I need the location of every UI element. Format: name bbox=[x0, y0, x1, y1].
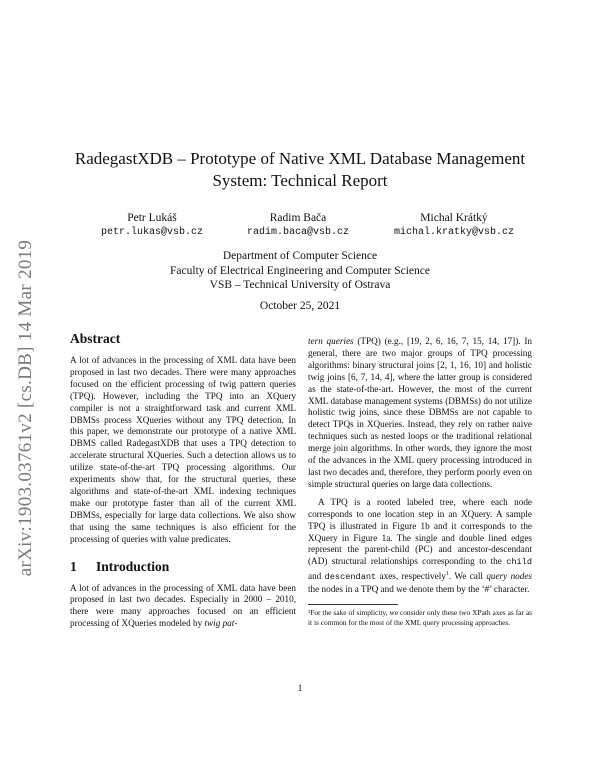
code-descendant: descendant bbox=[324, 572, 377, 583]
term-query-nodes: query nodes bbox=[486, 571, 533, 582]
paper-date: October 25, 2021 bbox=[259, 300, 341, 312]
author-email: radim.baca@vsb.cz bbox=[246, 227, 350, 238]
term-tern-queries: tern queries bbox=[308, 336, 354, 346]
author-name: Petr Lukáš bbox=[127, 212, 177, 224]
author-3 bbox=[364, 211, 544, 240]
title-line-1: RadegastXDB – Prototype of Native XML Database Management bbox=[74, 149, 526, 168]
footnote-mark: 1 bbox=[445, 571, 449, 578]
p2-text-d: the nodes in a TPQ and we denote them by the ‘#’ character. bbox=[308, 584, 530, 595]
abstract-heading: Abstract bbox=[70, 331, 121, 346]
intro-paragraph-2 bbox=[308, 497, 532, 596]
author-name: Radim Bača bbox=[269, 212, 327, 224]
right-column bbox=[308, 336, 532, 627]
paper-title bbox=[60, 148, 540, 192]
p1-text: (TPQ) (e.g., [19, 2, 6, 16, 7, 15, 14, 17]). In general, there are two major groups of TPQ processing algorithms: binary structural joins [2, 1, 16, 10] and holistic twig joins [6, 7, 14, 4], where the latter group is considered as the state-of-the-art. However, the most of the current XML database management systems (DBMSs) do not utilize holistic twig joins, since these DBMSs are not capable to detect TPQs in XQueries. Instead, they rely on rather naive techniques such as nested loops or the traditional relational merge join algorithms. In other words, they ignore the most of the advances in the XML query processing introduced in last two decades and, therefore, they perform poorly even on simple structural queries on large data collections. bbox=[308, 336, 532, 489]
p2-and: and bbox=[308, 571, 325, 582]
arxiv-identifier-text: arXiv:1903.03761v2 [cs.DB] 14 Mar 2019 bbox=[15, 239, 36, 576]
introduction-heading bbox=[70, 559, 296, 575]
section-title: Introduction bbox=[96, 558, 170, 574]
author-email: michal.kratky@vsb.cz bbox=[393, 227, 515, 238]
section-number: 1 bbox=[70, 558, 77, 574]
footnote-divider bbox=[308, 604, 398, 605]
page-number: 1 bbox=[297, 684, 303, 694]
footnote-text: ¹For the sake of simplicity, we consider only these two XPath axes as far as it is common for the most of the XML query processing approaches. bbox=[308, 608, 532, 627]
title-line-2: System: Technical Report bbox=[212, 171, 388, 190]
p2-text-c: . We call bbox=[448, 571, 487, 582]
introduction-text bbox=[70, 583, 296, 631]
author-name: Michal Krátký bbox=[420, 212, 488, 224]
code-child: child bbox=[506, 557, 532, 568]
intro-text-start: A lot of advances in the processing of XML data have been proposed in last two decades. Especially in 2000 – 2010, there were many approaches focused on an efficient processing of XQueries modeled by bbox=[70, 582, 296, 629]
left-column bbox=[70, 331, 296, 630]
arxiv-identifier bbox=[6, 205, 46, 610]
p2-text-b: axes, respectively bbox=[376, 571, 446, 582]
abstract-text: A lot of advances in the processing of XML data have been proposed in last two decades. There were many approaches focused on the efficient processing of twig pattern queries (TPQ). However, including the TPQ into an XQuery compiler is not a straightforward task and current XML DBMSs process XQueries without any TPQ detection. In this paper, we demonstrate our prototype of a native XML DBMS called RadegastXDB that uses a TPQ detection to accelerate structural XQueries. Such a detection allows us to utilize state-of-the-art TPQ processing algorithms. Our experiments show that, for the structural queries, these algorithms and state-of-the-art XML indexing techniques make our prototype faster than all of the current XML DBMSs, especially for large data collections. We also show that using the same techniques is also efficient for the processing of queries with value predicates. bbox=[70, 355, 296, 544]
intro-paragraph-1 bbox=[308, 336, 532, 491]
affiliation bbox=[100, 249, 500, 293]
p2-text-a: A TPQ is a rooted labeled tree, where each node corresponds to one location step in an XQuery. A sample TPQ is illustrated in Figure 1b and it corresponds to the XQuery in Figure 1a. The single and double lined edges represent the parent-child (PC) and ancestor-descendant (AD) structural relationships corresponding to the bbox=[308, 496, 532, 567]
intro-text-italic: twig pat- bbox=[204, 618, 238, 629]
affiliation-department: Department of Computer Science bbox=[222, 250, 378, 262]
affiliation-university: VSB – Technical University of Ostrava bbox=[209, 279, 391, 291]
author-email: petr.lukas@vsb.cz bbox=[100, 227, 204, 238]
affiliation-faculty: Faculty of Electrical Engineering and Computer Science bbox=[170, 264, 430, 277]
author-2 bbox=[208, 211, 388, 240]
